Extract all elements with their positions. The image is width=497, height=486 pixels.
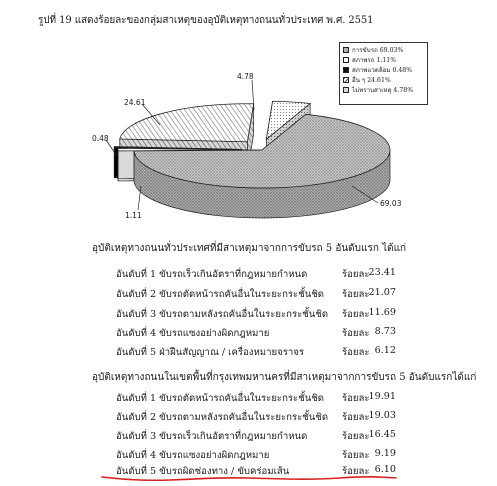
legend-label: สภาพรถ 1.11% xyxy=(352,57,397,64)
rank-text: อันดับที่ 1 ขับรถเร็วเกินอัตราที่กฎหมายกำหนด xyxy=(116,269,308,280)
rank-value: 6.12 xyxy=(374,345,396,356)
data-label-other: 24.61 xyxy=(124,98,146,107)
rank-unit: ร้อยละ xyxy=(342,269,370,280)
section-2-heading: อุบัติเหตุทางถนนในเขตพื้นที่กรุงเทพมหานครที่มีสาเหตุมาจากการขับรถ 5 อันดับแรกได้แก่ xyxy=(92,372,477,383)
rank-value: 21.07 xyxy=(368,287,396,298)
chart-legend xyxy=(339,42,428,105)
rank-unit: ร้อยละ xyxy=(342,309,370,320)
rank-unit: ร้อยละ xyxy=(342,347,370,358)
rank-text: อันดับที่ 3 ขับรถเร็วเกินอัตราที่กฎหมายกำหนด xyxy=(116,431,308,442)
legend-item xyxy=(343,55,425,65)
legend-item xyxy=(343,75,425,85)
list-item xyxy=(116,345,396,360)
rank-text: อันดับที่ 2 ขับรถตามหลังรถคันอื่นในระยะกระชั้นชิด xyxy=(116,412,329,423)
legend-label: สภาพแวดล้อม 0.48% xyxy=(352,67,413,74)
list-item xyxy=(116,307,396,322)
rank-value: 19.03 xyxy=(368,410,396,421)
rank-unit: ร้อยละ xyxy=(342,450,370,461)
legend-item xyxy=(343,45,425,55)
legend-label: การขับรถ 69.03% xyxy=(352,47,404,54)
rank-text: อันดับที่ 4 ขับรถแซงอย่างผิดกฎหมาย xyxy=(116,450,270,461)
pie-chart xyxy=(0,0,497,240)
list-item xyxy=(116,410,396,425)
rank-value: 9.19 xyxy=(374,448,396,459)
rank-text: อันดับที่ 1 ขับรถตัดหน้ารถคันอื่นในระยะกระชั้นชิด xyxy=(116,393,325,404)
section-1-heading: อุบัติเหตุทางถนนทั่วประเทศที่มีสาเหตุมาจากการขับรถ 5 อันดับแรก ได้แก่ xyxy=(92,243,407,254)
legend-swatch xyxy=(343,47,349,53)
data-label-vehicle: 1.11 xyxy=(125,211,142,220)
rank-value: 16.45 xyxy=(368,429,396,440)
red-underline-annotation xyxy=(100,468,400,484)
rank-value: 19.91 xyxy=(368,391,396,402)
list-item xyxy=(116,267,396,282)
list-item xyxy=(116,391,396,406)
rank-unit: ร้อยละ xyxy=(342,289,370,300)
rank-text: อันดับที่ 5 ฝ่าฝืนสัญญาณ / เครื่องหมายจราจร xyxy=(116,347,305,358)
slice-other xyxy=(120,104,254,142)
rank-value: 23.41 xyxy=(368,267,396,278)
legend-label: ไม่ทราบสาเหตุ 4.78% xyxy=(352,87,414,94)
legend-item xyxy=(343,65,425,75)
data-label-environment: 0.48 xyxy=(92,134,109,143)
rank-unit: ร้อยละ xyxy=(342,412,370,423)
rank-value: 6.10 xyxy=(374,464,396,475)
list-item xyxy=(116,287,396,302)
legend-swatch xyxy=(343,77,349,83)
legend-swatch xyxy=(343,67,349,73)
rank-text: อันดับที่ 2 ขับรถตัดหน้ารถคันอื่นในระยะกระชั้นชิด xyxy=(116,289,325,300)
legend-swatch xyxy=(343,57,349,63)
legend-item xyxy=(343,85,425,95)
rank-unit: ร้อยละ xyxy=(342,393,370,404)
list-item xyxy=(116,448,396,463)
list-item xyxy=(116,326,396,341)
legend-label: อื่น ๆ 24.61% xyxy=(352,77,391,84)
rank-unit: ร้อยละ xyxy=(342,328,370,339)
legend-swatch xyxy=(343,87,349,93)
rank-value: 8.73 xyxy=(374,326,396,337)
figure-title: รูปที่ 19 แสดงร้อยละของกลุ่มสาเหตุของอุบัติเหตุทางถนนทั่วประเทศ พ.ศ. 2551 xyxy=(38,15,374,26)
rank-text: อันดับที่ 4 ขับรถแซงอย่างผิดกฎหมาย xyxy=(116,328,270,339)
data-label-unknown: 4.78 xyxy=(237,72,254,81)
rank-value: 11.69 xyxy=(368,307,396,318)
rank-unit: ร้อยละ xyxy=(342,431,370,442)
rank-text: อันดับที่ 5 ขับรถผิดช่องทาง / ขับคร่อมเส้น xyxy=(116,466,290,477)
list-item xyxy=(116,429,396,444)
rank-unit: ร้อยละ xyxy=(342,466,370,477)
rank-text: อันดับที่ 3 ขับรถตามหลังรถคันอื่นในระยะกระชั้นชิด xyxy=(116,309,329,320)
data-label-driving: 69.03 xyxy=(380,199,402,208)
